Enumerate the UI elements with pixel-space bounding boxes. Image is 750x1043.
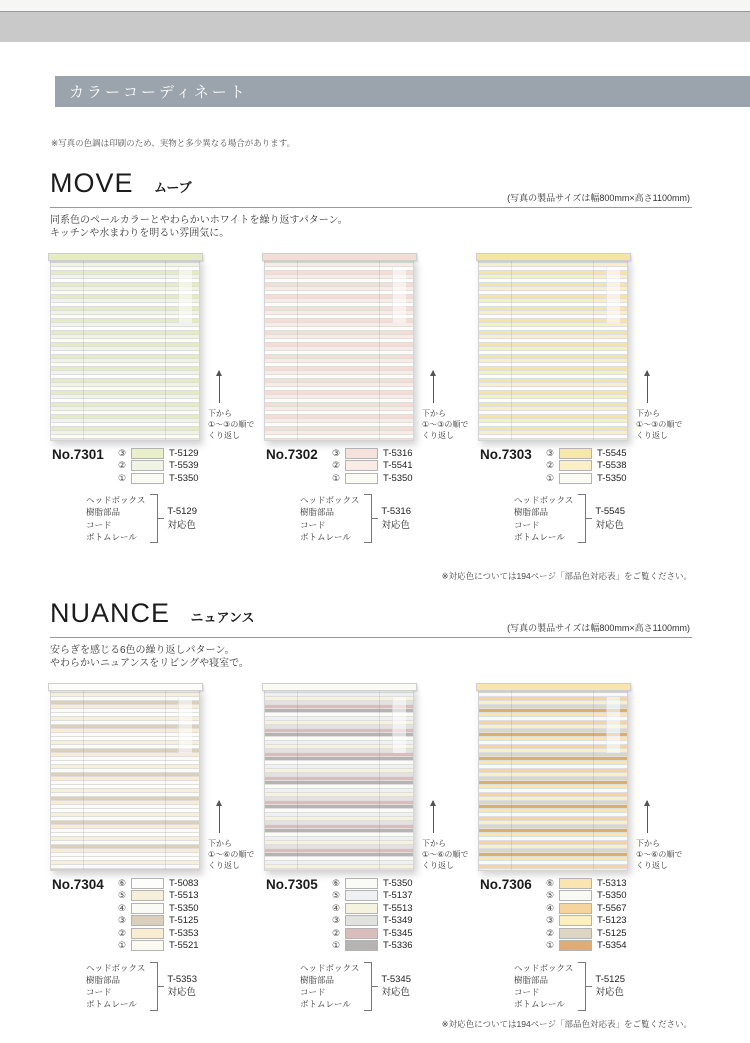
swatch-row: [332, 941, 478, 951]
swatch-row: [546, 903, 692, 913]
swatch-number: ①: [546, 940, 555, 950]
swatch-code: T-5345: [383, 927, 413, 939]
color-swatch: [345, 928, 378, 939]
swatch-row: [332, 878, 478, 888]
swatch-code: T-5349: [383, 915, 413, 926]
section-description: [50, 214, 692, 240]
bracket-tick: [372, 986, 378, 987]
swatch-row: [332, 903, 478, 913]
swatch-code: T-5567: [597, 902, 627, 914]
repeat-note-line: 下から: [422, 839, 446, 848]
swatch-code: T-5513: [383, 902, 413, 914]
parts-label: ヘッドボックス: [514, 962, 574, 973]
parts-code-label: 対応色: [167, 987, 196, 999]
swatch-number: ②: [546, 927, 555, 938]
swatch-code: T-5350: [383, 472, 413, 484]
parts-code-value: T-5129: [167, 506, 197, 518]
swatch-number: ④: [332, 902, 341, 913]
swatch-number: ③: [332, 915, 341, 925]
swatch-code: T-5350: [597, 472, 627, 484]
product-size-note: (写真の製品サイズは幅800mm×高さ1100mm): [507, 623, 690, 633]
color-swatch: [131, 448, 164, 459]
parts-label: コード: [514, 987, 540, 998]
swatch-area: [50, 878, 264, 951]
swatch-number: ②: [546, 460, 555, 470]
section-title-kana: ムーブ: [153, 180, 192, 195]
swatch-list: [546, 878, 692, 951]
parts-code-wrap: [158, 962, 197, 1011]
product-card: [478, 253, 692, 543]
swatch-code: T-5350: [597, 890, 627, 901]
product-card: [50, 683, 264, 1011]
repeat-note: [208, 409, 264, 441]
product-card: [264, 683, 478, 1011]
swatch-list: [118, 448, 264, 483]
repeat-note: [422, 409, 478, 441]
repeat-annotation: [208, 801, 264, 871]
repeat-note-line: ①～⑥の順で: [208, 849, 255, 859]
swatch-code: T-5083: [169, 877, 199, 889]
swatch-number: ③: [546, 915, 555, 925]
swatch-number: ②: [118, 460, 127, 470]
swatch-code: T-5137: [383, 890, 413, 901]
repeat-annotation: [422, 371, 478, 441]
blind-photo: [264, 683, 478, 873]
color-swatch: [559, 460, 592, 471]
parts-code-wrap: [586, 962, 625, 1011]
swatch-row: [332, 891, 478, 901]
parts-label: ボトムレール: [86, 999, 137, 1010]
parts-code-value: T-5316: [381, 506, 411, 518]
swatch-row: [118, 891, 264, 901]
swatch-row: [546, 928, 692, 938]
repeat-note-line: ①～⑥の順で: [636, 849, 683, 859]
repeat-note-line: 下から: [636, 409, 660, 418]
headbox-rail: [262, 253, 417, 261]
color-swatch: [131, 460, 164, 471]
swatch-row: [546, 878, 692, 888]
repeat-note-line: 下から: [208, 409, 232, 418]
swatch-number: ①: [118, 940, 127, 950]
color-swatch: [345, 460, 378, 471]
tilt-wand: [392, 697, 406, 753]
parts-label-list: [514, 494, 573, 543]
headbox-rail: [476, 253, 631, 261]
parts-color-code: [381, 505, 411, 532]
product-card: [478, 683, 692, 1011]
parts-label: ボトムレール: [514, 999, 565, 1010]
parts-label: ヘッドボックス: [86, 962, 146, 973]
blind-photo: [264, 253, 478, 443]
swatch-list: [332, 448, 478, 483]
swatch-number: ⑥: [332, 877, 341, 888]
venetian-blind-image: [264, 258, 414, 441]
up-arrow-icon: [647, 371, 648, 403]
parts-code-label: 対応色: [595, 987, 624, 999]
swatch-row: [118, 903, 264, 913]
corresponding-color-note: ※対応色については194ページ「部品色対応表」をご覧ください。: [441, 1019, 692, 1029]
swatch-number: ①: [118, 472, 127, 483]
product-number: No.7301: [52, 447, 104, 462]
repeat-note-line: くり返し: [636, 860, 668, 870]
parts-label: ボトムレール: [300, 999, 351, 1010]
swatch-code: T-5541: [383, 460, 413, 471]
parts-code-label: 対応色: [381, 519, 410, 531]
up-arrow-icon: [433, 371, 434, 403]
tilt-wand: [606, 697, 620, 753]
swatch-code: T-5313: [597, 877, 627, 889]
parts-label: ボトムレール: [86, 531, 137, 542]
parts-code-label: 対応色: [595, 519, 624, 531]
headbox-rail: [262, 683, 417, 691]
color-swatch: [345, 448, 378, 459]
venetian-blind-image: [50, 258, 200, 441]
swatch-row: [546, 891, 692, 901]
swatch-code: T-5539: [169, 460, 199, 471]
parts-label: コード: [514, 519, 540, 530]
swatch-code: T-5350: [383, 877, 413, 889]
swatch-number: ⑤: [118, 890, 127, 900]
bracket-tick: [586, 518, 592, 519]
swatch-row: [332, 461, 478, 471]
swatch-number: ③: [546, 447, 555, 458]
swatch-code: T-5129: [169, 447, 199, 459]
bracket-tick: [158, 518, 164, 519]
swatch-number: ②: [332, 927, 341, 938]
section-title-kana: ニュアンス: [190, 610, 255, 625]
swatch-code: T-5336: [383, 940, 413, 951]
section-title: MOVE: [50, 168, 134, 198]
section-description: [50, 644, 692, 670]
parts-label: ヘッドボックス: [300, 962, 360, 973]
up-arrow-icon: [647, 801, 648, 833]
swatch-number: ④: [546, 902, 555, 913]
products-row: [50, 683, 692, 1011]
swatch-row: [546, 461, 692, 471]
parts-code-value: T-5345: [381, 973, 411, 985]
color-swatch: [131, 903, 164, 914]
parts-code-value: T-5545: [595, 506, 625, 518]
parts-label: 樹脂部品: [300, 974, 335, 985]
section-title: NUANCE: [50, 598, 171, 628]
page-top-band: [0, 12, 750, 42]
repeat-note: [422, 839, 478, 871]
repeat-note-line: ①～⑥の順で: [422, 849, 469, 859]
swatch-code: T-5513: [169, 890, 199, 901]
color-swatch: [559, 903, 592, 914]
swatch-row: [118, 473, 264, 483]
bracket-shape: [364, 962, 372, 1011]
parts-label-list: [514, 962, 573, 1011]
blind-photo: [50, 683, 264, 873]
product-size-note: (写真の製品サイズは幅800mm×高さ1100mm): [507, 193, 690, 203]
parts-color-block: [514, 494, 692, 543]
swatch-code: T-5521: [169, 940, 199, 951]
swatch-row: [118, 916, 264, 926]
color-swatch: [559, 915, 592, 926]
swatch-code: T-5350: [169, 902, 199, 914]
parts-color-code: [381, 973, 411, 1000]
color-swatch: [345, 915, 378, 926]
swatch-number: ⑥: [118, 877, 127, 888]
bracket-shape: [578, 494, 586, 543]
product-number: No.7305: [266, 877, 318, 892]
color-swatch: [345, 903, 378, 914]
headbox-rail: [48, 683, 203, 691]
parts-color-code: [167, 505, 197, 532]
section-move: [50, 168, 692, 543]
swatch-number: ④: [118, 902, 127, 913]
swatch-area: [50, 448, 264, 483]
swatch-row: [332, 448, 478, 458]
parts-label-list: [86, 494, 145, 543]
section-move-heading: [50, 168, 692, 208]
parts-code-value: T-5353: [167, 973, 197, 985]
swatch-code: T-5538: [597, 460, 627, 471]
repeat-note-line: くり返し: [422, 860, 454, 870]
product-card: [50, 253, 264, 543]
color-swatch: [131, 940, 164, 951]
parts-label-list: [86, 962, 145, 1011]
swatch-number: ③: [118, 915, 127, 925]
parts-label: 樹脂部品: [514, 507, 549, 518]
parts-label: ボトムレール: [514, 531, 565, 542]
parts-label: コード: [300, 519, 326, 530]
parts-code-label: 対応色: [167, 519, 196, 531]
color-swatch: [131, 473, 164, 484]
parts-label: ヘッドボックス: [86, 495, 146, 505]
swatch-row: [546, 473, 692, 483]
swatch-code: T-5350: [169, 472, 199, 484]
up-arrow-icon: [433, 801, 434, 833]
parts-color-block: [514, 962, 692, 1011]
description-line: キッチンや水まわりを明るい雰囲気に。: [50, 228, 230, 239]
venetian-blind-image: [50, 688, 200, 871]
parts-label: ヘッドボックス: [514, 495, 574, 505]
swatch-list: [332, 878, 478, 951]
swatch-area: [478, 448, 692, 483]
color-swatch: [131, 915, 164, 926]
color-swatch: [559, 878, 592, 889]
swatch-row: [118, 461, 264, 471]
description-line: 安らぎを感じる6色の繰り返しパターン。: [50, 645, 235, 656]
swatch-number: ⑤: [332, 890, 341, 900]
swatch-code: T-5316: [383, 447, 413, 459]
venetian-blind-image: [478, 258, 628, 441]
parts-label: 樹脂部品: [86, 507, 121, 518]
swatch-number: ⑥: [546, 877, 555, 888]
repeat-annotation: [636, 371, 692, 441]
swatch-row: [118, 878, 264, 888]
repeat-note-line: 下から: [422, 409, 446, 418]
repeat-note-line: くり返し: [208, 430, 240, 440]
swatch-row: [118, 448, 264, 458]
swatch-code: T-5123: [597, 915, 627, 926]
repeat-note: [208, 839, 264, 871]
color-swatch: [559, 890, 592, 901]
tilt-wand: [178, 697, 192, 753]
bracket-shape: [578, 962, 586, 1011]
repeat-annotation: [208, 371, 264, 441]
parts-label-list: [300, 962, 359, 1011]
headbox-rail: [48, 253, 203, 261]
tilt-wand: [178, 267, 192, 323]
color-swatch: [559, 940, 592, 951]
repeat-note: [636, 839, 692, 871]
parts-color-code: [595, 505, 625, 532]
product-number: No.7304: [52, 877, 104, 892]
swatch-row: [332, 916, 478, 926]
venetian-blind-image: [264, 688, 414, 871]
swatch-number: ②: [332, 460, 341, 470]
swatch-code: T-5353: [169, 927, 199, 939]
repeat-annotation: [636, 801, 692, 871]
parts-color-block: [300, 494, 478, 543]
swatch-row: [546, 448, 692, 458]
tilt-wand: [606, 267, 620, 323]
bracket-tick: [158, 986, 164, 987]
product-number: No.7306: [480, 877, 532, 892]
swatch-row: [546, 941, 692, 951]
color-swatch: [131, 890, 164, 901]
product-card: [264, 253, 478, 543]
swatch-list: [118, 878, 264, 951]
color-swatch: [345, 878, 378, 889]
parts-code-wrap: [586, 494, 625, 543]
up-arrow-icon: [219, 371, 220, 403]
page-title: カラーコーディネート: [69, 84, 248, 101]
blind-photo: [478, 253, 692, 443]
swatch-number: ①: [332, 472, 341, 483]
color-swatch: [559, 448, 592, 459]
bracket-shape: [150, 494, 158, 543]
parts-label: ヘッドボックス: [300, 495, 360, 505]
parts-label: コード: [86, 519, 112, 530]
color-swatch: [559, 473, 592, 484]
section-nuance: [50, 598, 692, 1011]
color-swatch: [559, 928, 592, 939]
venetian-blind-image: [478, 688, 628, 871]
color-swatch: [345, 473, 378, 484]
product-number: No.7302: [266, 447, 318, 462]
swatch-row: [332, 473, 478, 483]
repeat-note: [636, 409, 692, 441]
repeat-note-line: くり返し: [636, 430, 668, 440]
swatch-area: [478, 878, 692, 951]
page-top-strip: [0, 0, 750, 12]
swatch-number: ③: [118, 447, 127, 458]
swatch-code: T-5125: [597, 927, 627, 939]
swatch-number: ⑤: [546, 890, 555, 900]
parts-label: ボトムレール: [300, 531, 351, 542]
products-row: [50, 253, 692, 543]
swatch-area: [264, 878, 478, 951]
parts-label: 樹脂部品: [300, 507, 335, 518]
parts-color-code: [595, 973, 625, 1000]
parts-label: 樹脂部品: [514, 974, 549, 985]
repeat-note-line: くり返し: [422, 430, 454, 440]
description-line: やわらかいニュアンスをリビングや寝室で。: [50, 658, 249, 669]
swatch-area: [264, 448, 478, 483]
swatch-code: T-5125: [169, 915, 199, 926]
corresponding-color-note: ※対応色については194ページ「部品色対応表」をご覧ください。: [441, 571, 692, 581]
color-swatch: [131, 878, 164, 889]
color-swatch: [345, 890, 378, 901]
repeat-note-line: ①～③の順で: [422, 419, 469, 429]
section-nuance-heading: [50, 598, 692, 638]
swatch-row: [118, 941, 264, 951]
parts-label: コード: [300, 987, 326, 998]
photo-color-disclaimer: ※写真の色調は印刷のため、実物と多少異なる場合があります。: [51, 138, 296, 148]
repeat-annotation: [422, 801, 478, 871]
parts-code-wrap: [372, 494, 411, 543]
bracket-shape: [150, 962, 158, 1011]
blind-photo: [50, 253, 264, 443]
up-arrow-icon: [219, 801, 220, 833]
parts-code-wrap: [158, 494, 197, 543]
swatch-row: [546, 916, 692, 926]
parts-code-value: T-5125: [595, 973, 625, 985]
parts-label: 樹脂部品: [86, 974, 121, 985]
parts-color-block: [300, 962, 478, 1011]
swatch-code: T-5545: [597, 447, 627, 459]
swatch-row: [332, 928, 478, 938]
headbox-rail: [476, 683, 631, 691]
swatch-code: T-5354: [597, 940, 627, 951]
swatch-number: ②: [118, 927, 127, 938]
swatch-row: [118, 928, 264, 938]
tilt-wand: [392, 267, 406, 323]
bracket-tick: [586, 986, 592, 987]
repeat-note-line: 下から: [208, 839, 232, 848]
swatch-list: [546, 448, 692, 483]
swatch-number: ③: [332, 447, 341, 458]
section-header-bar: [55, 76, 750, 107]
product-number: No.7303: [480, 447, 532, 462]
parts-label: コード: [86, 987, 112, 998]
color-swatch: [345, 940, 378, 951]
description-line: 同系色のペールカラーとやわらかいホワイトを繰り返すパターン。: [50, 215, 348, 226]
swatch-number: ①: [546, 472, 555, 483]
color-swatch: [131, 928, 164, 939]
bracket-shape: [364, 494, 372, 543]
parts-code-wrap: [372, 962, 411, 1011]
parts-color-code: [167, 973, 197, 1000]
swatch-number: ①: [332, 940, 341, 950]
parts-color-block: [86, 962, 264, 1011]
parts-label-list: [300, 494, 359, 543]
repeat-note-line: 下から: [636, 839, 660, 848]
repeat-note-line: ①～③の順で: [636, 419, 683, 429]
parts-code-label: 対応色: [381, 987, 410, 999]
parts-color-block: [86, 494, 264, 543]
blind-photo: [478, 683, 692, 873]
bracket-tick: [372, 518, 378, 519]
repeat-note-line: くり返し: [208, 860, 240, 870]
repeat-note-line: ①～③の順で: [208, 419, 255, 429]
